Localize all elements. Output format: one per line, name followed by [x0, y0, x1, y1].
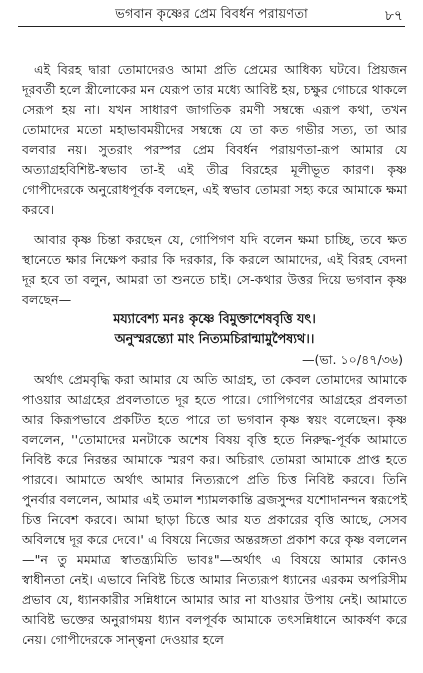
page-number: ৮৭	[384, 8, 403, 24]
verse-line-1: ময্যাবেশ্য মনঃ কৃষ্ণে বিমুক্তাশেষবৃত্তি যৎ।	[113, 312, 316, 327]
verse-line-2: অনুস্মরন্ত্যো মাং নিত্যমচিরান্মামুপৈষ্যথ।।	[114, 332, 315, 347]
running-header	[18, 2, 405, 27]
paragraph-1: এই বিরহ দ্বারা তোমাদেরও আমা প্রতি প্রেমের আধিক্য ঘটবে। প্রিয়জন দূরবর্তী হলে স্ত্রীলোকের মন যেরূপ তার মধ্যে আবিষ্ট হয়, চক্ষুর গোচরে থাকলে সেরূপ হয় না। যখন সাধারণ জাগতিক রমণী সম্বন্ধে এরূপ কথা, তখন তোমাদের মতো মহাভাবময়ীদের সম্বন্ধে যে তা কত গভীর সত্য, তা আর বলবার নয়। সুতরাং পরস্পর প্রেম বিবর্ধন পরায়ণতা-রূপ আমার যে অত্যাগ্রহবিশিষ্ট-স্বভাব তা-ই এই তীব্র বিরহের মূলীভূত কারণ। কৃষ্ণ গোপীদেরকে অনুরোধপূর্বক বলছেন, এই স্বভাব তোমরা সহ্য করে আমাকে ক্ষমা করবে।	[22, 62, 407, 217]
page-body	[22, 60, 407, 650]
paragraph-3: অর্থাৎ প্রেমবৃদ্ধি করা আমার যে অতি আগ্রহ, তা কেবল তোমাদের আমাকে পাওয়ার আগ্রহের প্রবলতাতে দূর হতে পারে। গোপিগণের আগ্রহের প্রবলতা আর কিরূপভাবে প্রকটিত হতে পারে তা ভগবান কৃষ্ণ স্বয়ং বলেছেন। কৃষ্ণ বললেন, ''তোমাদের মনটাকে অশেষ বিষয় বৃত্তি হতে নিরুদ্ধ-পূর্বক আমাতে নিবিষ্ট করে নিরন্তর আমাকে স্মরণ কর। অচিরাৎ তোমরা আমাকে প্রাপ্ত হতে পারবে। আমাতে অর্থাৎ আমার নিত্যরূপে প্রতি চিত্ত নিবিষ্ট করবে। তিনি পুনর্বার বললেন, আমার এই তমাল শ্যামলকান্তি ব্রজসুন্দর যশোদানন্দন স্বরূপেই চিত্ত নিবেশ করবে। আমা ছাড়া চিত্তে আর যত প্রকারের বৃত্তি আছে, সেসব অবিলম্বে দূর করে দেবে।' এ বিষয়ে নিজের অন্তরঙ্গতা প্রকাশ করে কৃষ্ণ বললেন—"ন তু মমমাত্র স্বাতন্ত্র্যমিতি ভাবঃ"—অর্থাৎ এ বিষয়ে আমার কোনও স্বাধীনতা নেই। এভাবে নিবিষ্ট চিত্তে আমার নিত্যরূপ ধ্যানের এরকম অপরিসীম প্রভাব যে, ধ্যানকারীর সন্নিধানে আমার আর না যাওয়ার উপায় নেই। আমাতে আবিষ্ট ভক্তের অনুরাগময় ধ্যান বলপূর্বক আমাকে তৎসন্নিধানে আকর্ষণ করে নেয়। গোপীদেরকে সান্ত্বনা দেওয়ার হলে	[22, 372, 407, 647]
paragraph-2: আবার কৃষ্ণ চিন্তা করছেন যে, গোপিগণ যদি বলেন ক্ষমা চাচ্ছি, তবে ক্ষত স্থানেতে ক্ষার নিক্ষেপ করার কি দরকার, কি করলে আমাদের, এই বিরহ বেদনা দূর হবে তা বলুন, আমরা তা শুনতে চাই। সে-কথার উত্তর দিয়ে ভগবান কৃষ্ণ বলছেন—	[22, 232, 407, 307]
verse-reference: —(ভা. ১০/৪৭/৩৬)	[301, 352, 403, 367]
chapter-title: ভগবান কৃষ্ণের প্রেম বিবর্ধন পরায়ণতা	[115, 7, 308, 22]
